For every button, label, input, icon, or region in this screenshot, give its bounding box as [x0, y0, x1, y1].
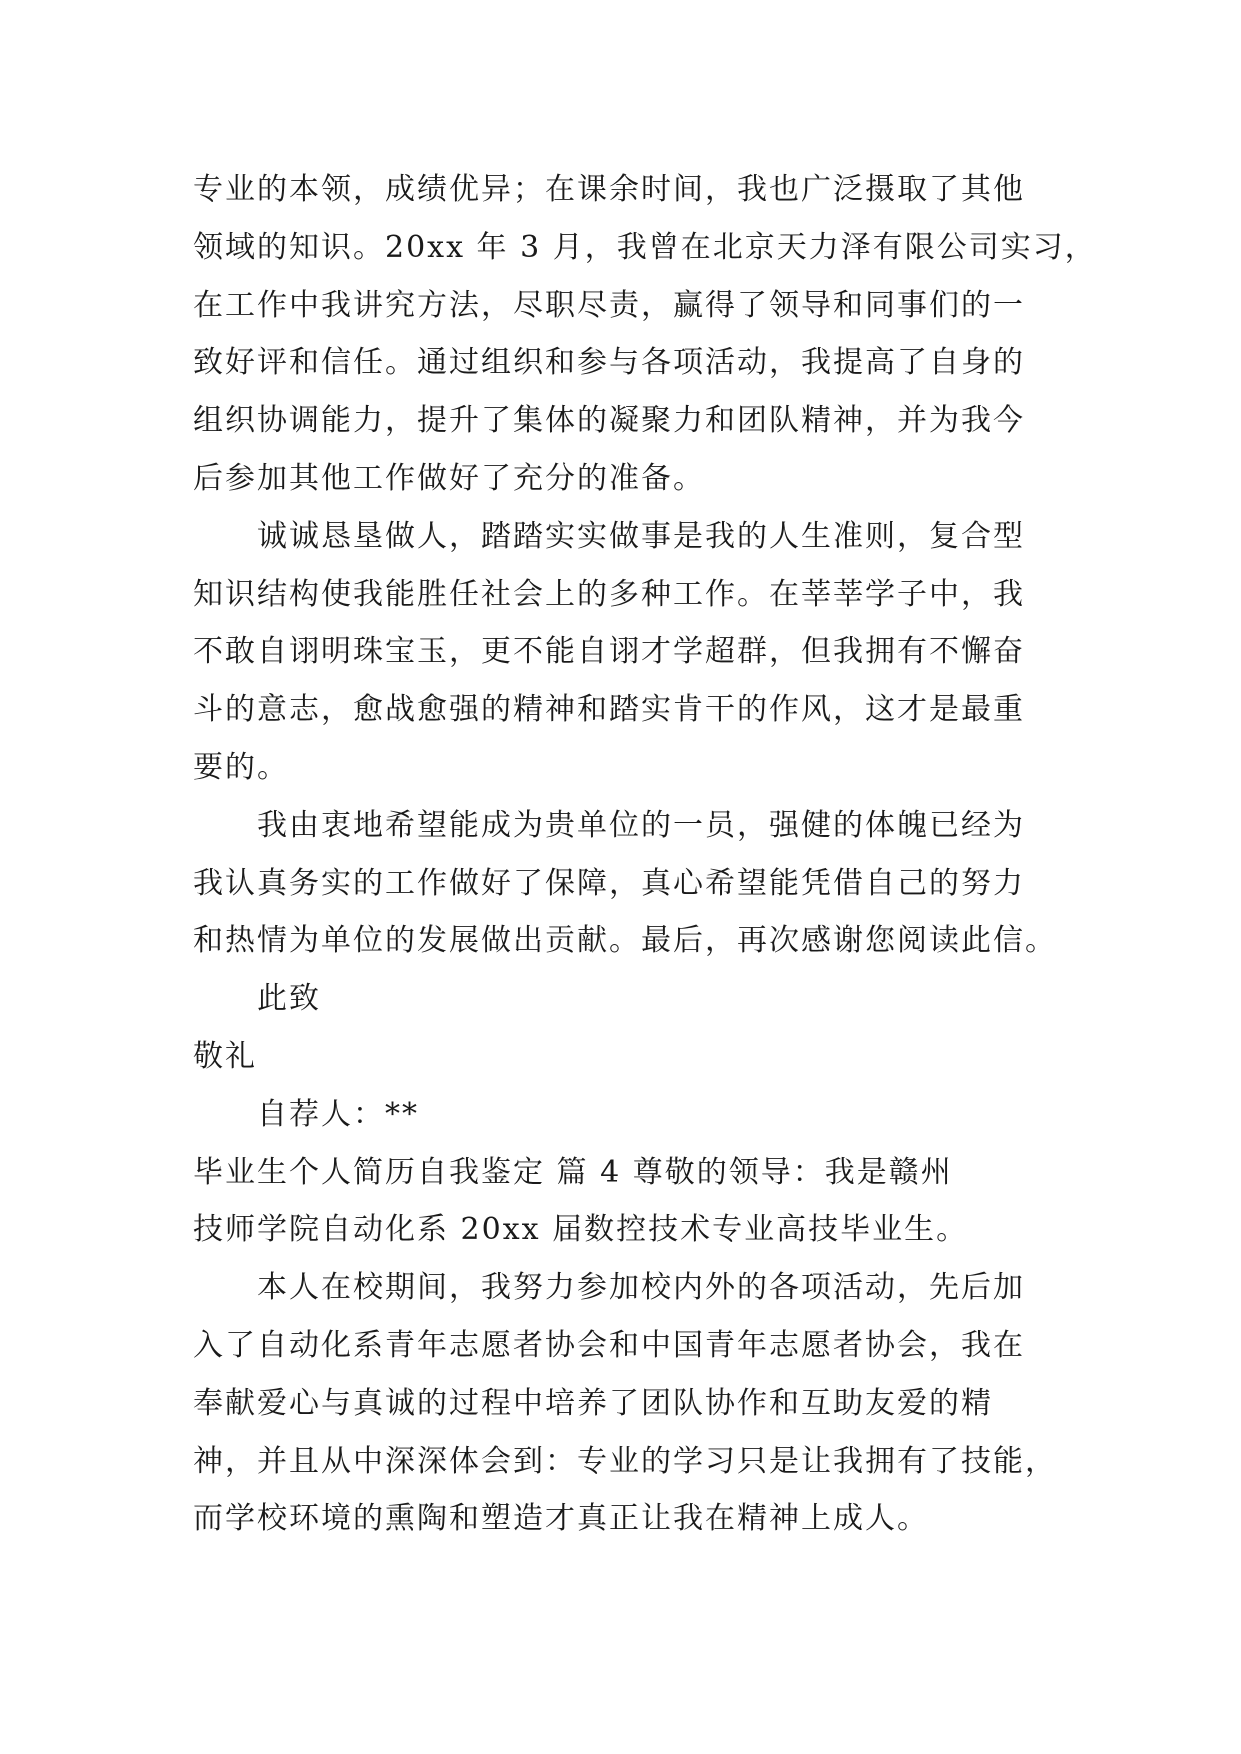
- text-line: 我由衷地希望能成为贵单位的一员，强健的体魄已经为: [257, 807, 1025, 843]
- document-body: [193, 161, 1097, 1548]
- text-line: 我认真务实的工作做好了保障，真心希望能凭借自己的努力: [193, 865, 1025, 901]
- text-line: 技师学院自动化系 20xx 届数控技术专业高技毕业生。: [193, 1212, 969, 1248]
- text-line: 知识结构使我能胜任社会上的多种工作。在莘莘学子中，我: [193, 576, 1025, 612]
- text-line: 专业的本领，成绩优异；在课余时间，我也广泛摄取了其他: [193, 172, 1025, 207]
- text-line: 组织协调能力，提升了集体的凝聚力和团队精神，并为我今: [193, 403, 1025, 439]
- text-line: 在工作中我讲究方法，尽职尽责，赢得了领导和同事们的一: [193, 287, 1025, 323]
- text-line: 奉献爱心与真诚的过程中培养了团队协作和互助友爱的精: [193, 1385, 993, 1421]
- text-line: 本人在校期间，我努力参加校内外的各项活动，先后加: [257, 1270, 1025, 1306]
- text-line: 和热情为单位的发展做出贡献。最后，再次感谢您阅读此信。: [193, 923, 1057, 959]
- text-line: 不敢自诩明珠宝玉，更不能自诩才学超群，但我拥有不懈奋: [193, 634, 1025, 670]
- section-heading-line: 毕业生个人简历自我鉴定 篇 4 尊敬的领导：我是赣州: [193, 1154, 953, 1190]
- text-line: 斗的意志，愈战愈强的精神和踏实肯干的作风，这才是最重: [193, 692, 1025, 728]
- closing-salutation: 此致: [257, 981, 321, 1017]
- text-line: 诚诚恳垦做人，踏踏实实做事是我的人生准则，复合型: [257, 518, 1025, 554]
- signature-line: 自荐人：**: [257, 1096, 419, 1132]
- text-line: 要的。: [193, 749, 289, 785]
- text-line: 神，并且从中深深体会到：专业的学习只是让我拥有了技能，: [193, 1443, 1057, 1479]
- text-line: 后参加其他工作做好了充分的准备。: [193, 460, 705, 496]
- text-line: 而学校环境的熏陶和塑造才真正让我在精神上成人。: [193, 1501, 929, 1537]
- text-line: 入了自动化系青年志愿者协会和中国青年志愿者协会，我在: [193, 1327, 1025, 1363]
- text-line: 领域的知识。20xx 年 3 月，我曾在北京天力泽有限公司实习，: [193, 229, 1097, 265]
- closing-regards: 敬礼: [193, 1038, 257, 1074]
- text-line: 致好评和信任。通过组织和参与各项活动，我提高了自身的: [193, 345, 1025, 381]
